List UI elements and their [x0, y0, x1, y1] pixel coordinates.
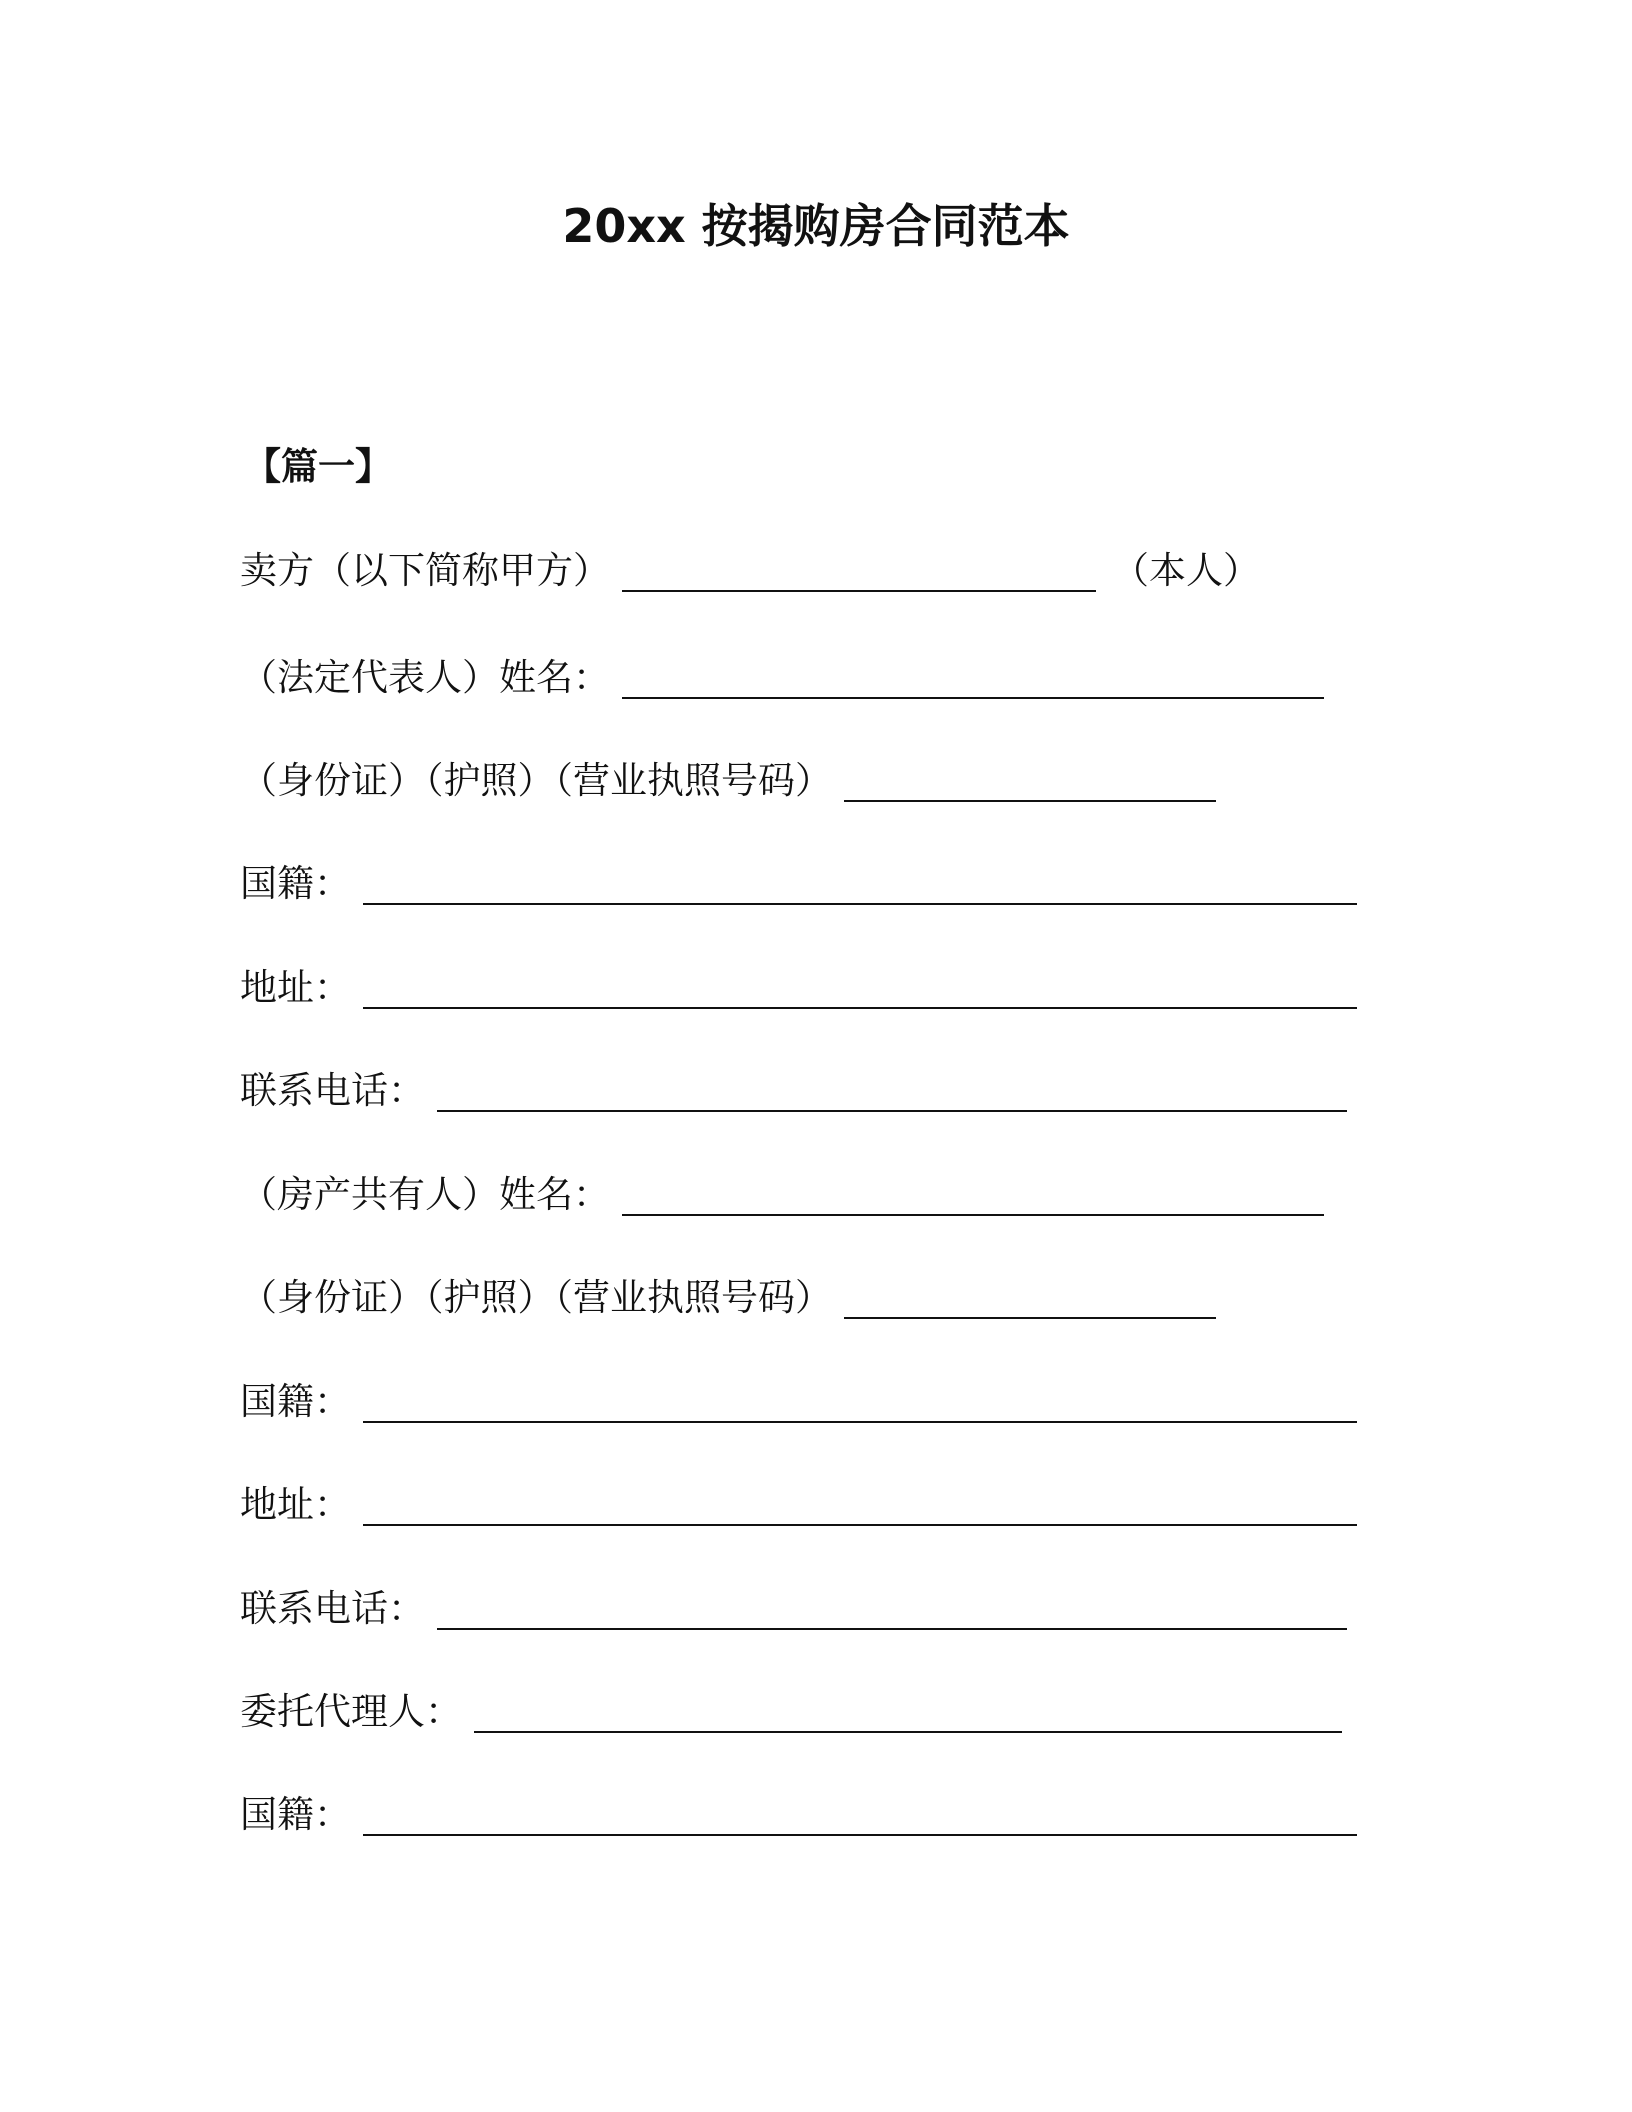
fill-in-blank[interactable]	[474, 1693, 1342, 1733]
fill-in-blank[interactable]	[363, 1383, 1357, 1423]
field-label: 卖方（以下简称甲方）	[240, 549, 610, 592]
field-label: 联系电话：	[240, 1069, 425, 1112]
fill-in-blank[interactable]	[622, 1176, 1324, 1216]
field-label: 国籍：	[240, 1793, 351, 1836]
fill-in-blank[interactable]	[844, 1279, 1216, 1319]
field-label: 国籍：	[240, 1380, 351, 1423]
fill-in-blank[interactable]	[437, 1590, 1347, 1630]
seller-name-line	[240, 540, 1260, 596]
field-label: 地址：	[240, 1483, 351, 1526]
fill-in-blank[interactable]	[363, 1796, 1357, 1836]
fill-in-blank[interactable]	[363, 969, 1357, 1009]
field-label: （法定代表人）姓名：	[240, 656, 610, 699]
co-owner-phone-line	[240, 1578, 1347, 1634]
address-line	[240, 957, 1357, 1013]
section-heading: 【篇一】	[244, 445, 392, 488]
field-label: （身份证）（护照）（营业执照号码）	[240, 1276, 832, 1319]
legal-representative-line	[240, 647, 1324, 703]
field-label: （房产共有人）姓名：	[240, 1173, 610, 1216]
field-label: （身份证）（护照）（营业执照号码）	[240, 759, 832, 802]
co-owner-name-line	[240, 1164, 1324, 1220]
fill-in-blank[interactable]	[622, 552, 1096, 592]
field-label: 联系电话：	[240, 1587, 425, 1630]
co-owner-id-number-line	[240, 1267, 1216, 1323]
field-suffix: （本人）	[1112, 549, 1260, 592]
fill-in-blank[interactable]	[437, 1072, 1347, 1112]
document-title: 20xx 按揭购房合同范本	[562, 199, 1070, 253]
field-label: 地址：	[240, 966, 351, 1009]
fill-in-blank[interactable]	[363, 1486, 1357, 1526]
id-number-line	[240, 750, 1216, 806]
fill-in-blank[interactable]	[844, 762, 1216, 802]
fill-in-blank[interactable]	[363, 865, 1357, 905]
agent-name-line	[240, 1681, 1342, 1737]
nationality-line	[240, 853, 1357, 909]
co-owner-nationality-line	[240, 1371, 1357, 1427]
field-label: 国籍：	[240, 862, 351, 905]
agent-nationality-line	[240, 1784, 1357, 1840]
field-label: 委托代理人：	[240, 1690, 462, 1733]
co-owner-address-line	[240, 1474, 1357, 1530]
fill-in-blank[interactable]	[622, 659, 1324, 699]
phone-line	[240, 1060, 1347, 1116]
